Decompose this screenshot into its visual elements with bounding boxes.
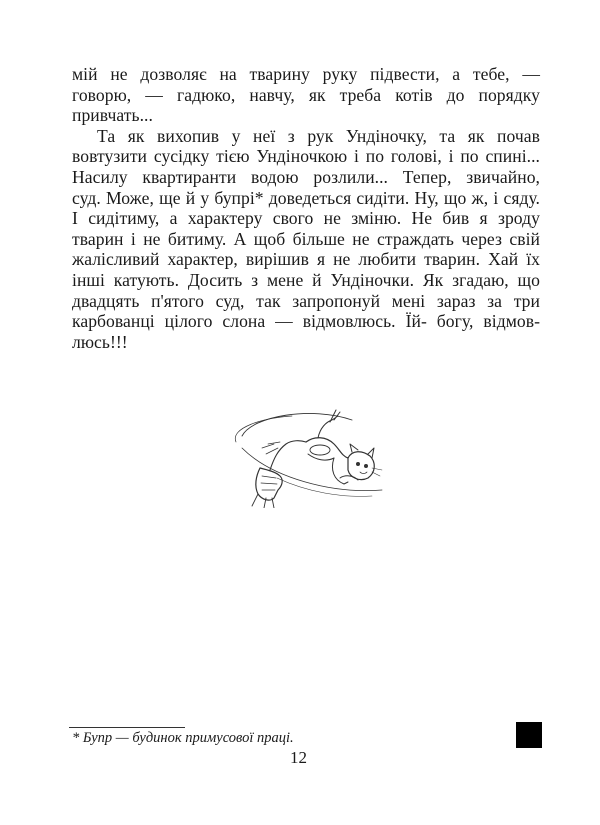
black-square-marker bbox=[516, 722, 542, 748]
text-line: вовтузити сусідку тією Ундіночкою і по голові, і по спині... bbox=[72, 146, 540, 167]
text-line: тварин і не битиму. А щоб більше не страждать через свій bbox=[72, 228, 540, 249]
text-line: Та як вихопив у неї з рук Ундіночку, та як почав bbox=[97, 125, 540, 146]
text-line: мій не дозволяє на тварину руку підвести, а тебе, — bbox=[72, 64, 540, 84]
footnote-divider bbox=[69, 727, 185, 728]
footnote: * Бупр — будинок примусової праці. bbox=[72, 730, 294, 746]
text-line: Насилу квартиранти водою розлили... Тепер, звичайно, bbox=[72, 166, 540, 187]
text-line: І сидітиму, а характеру свого не зміню. Не бив я зроду bbox=[72, 208, 540, 229]
body-text bbox=[72, 64, 540, 352]
text-line: інші катують. Досить з мене й Ундіночки. Як згадаю, що bbox=[72, 269, 540, 290]
page-number: 12 bbox=[290, 748, 307, 767]
text-line: суд. Може, ще й у бупрі* доведеться сидіти. Ну, що ж, і сяду. bbox=[72, 187, 540, 208]
text-line: жалісливий характер, вирішив я не любити тварин. Хай їх bbox=[72, 249, 540, 270]
text-line: люсь!!! bbox=[72, 331, 128, 352]
cat-swing-illustration bbox=[222, 398, 392, 508]
text-line: привчать... bbox=[72, 105, 153, 126]
text-line: говорю, — гадюко, навчу, як треба котів до порядку bbox=[72, 84, 540, 105]
text-line: двадцять п'ятого суд, так запропонуй мені зараз за три bbox=[72, 290, 540, 311]
text-line: карбованці цілого слона — відмовлюсь. Їй- богу, відмов- bbox=[72, 311, 540, 332]
